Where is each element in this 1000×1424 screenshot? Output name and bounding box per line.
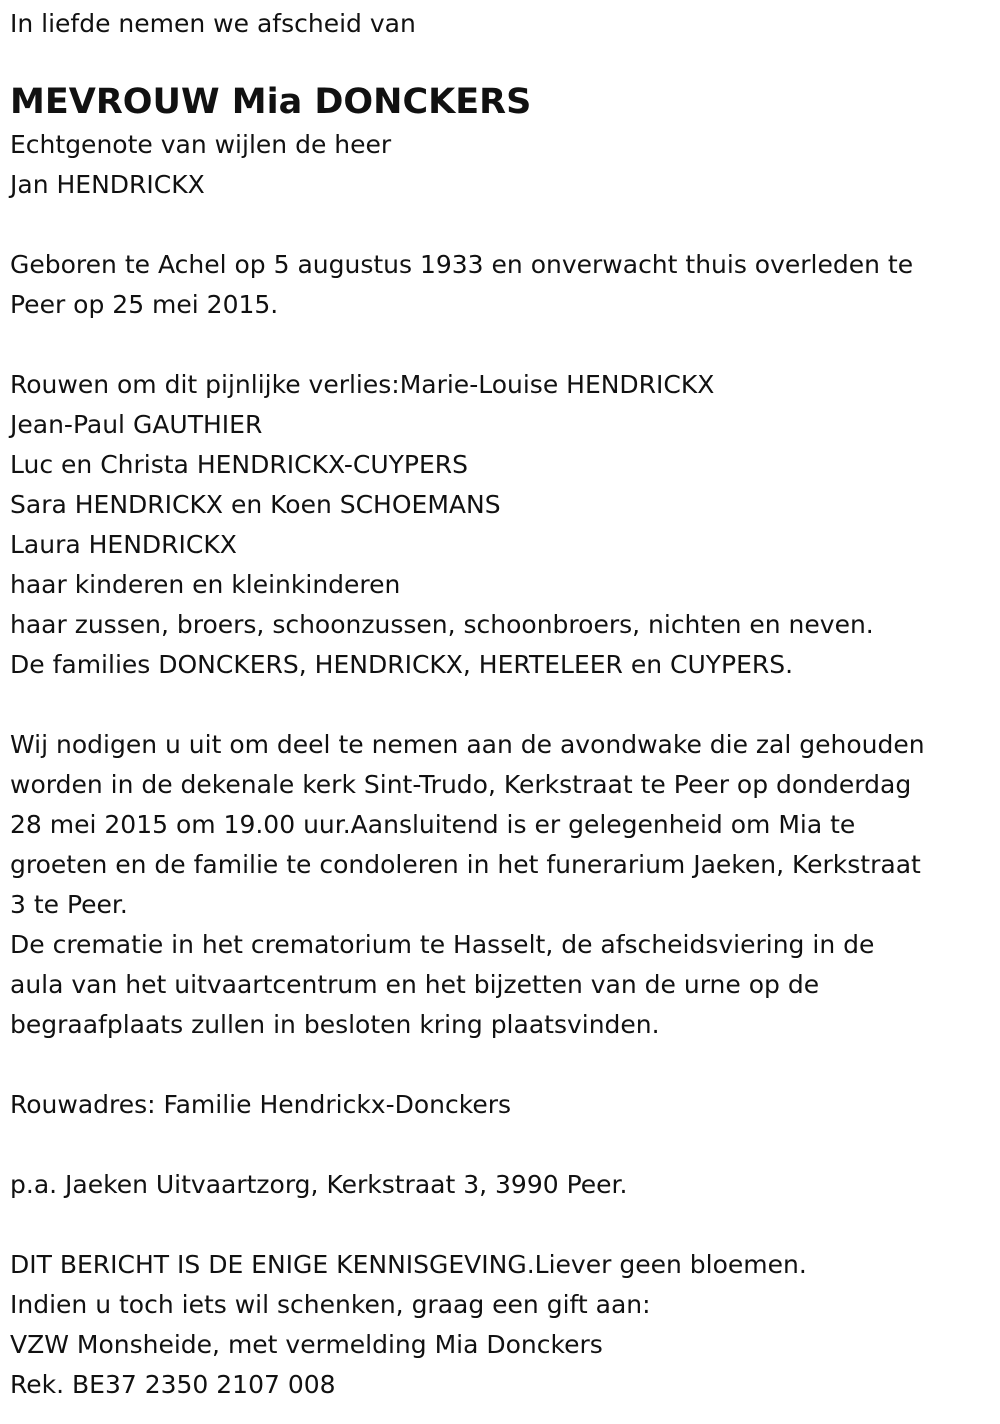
mourning-address: Rouwadres: Familie Hendrickx-Donckers xyxy=(10,1090,512,1119)
birth-death-line: Geboren te Achel op 5 augustus 1933 en onverwacht thuis overleden te xyxy=(10,250,914,279)
mourners-line: De families DONCKERS, HENDRICKX, HERTELEER en CUYPERS. xyxy=(10,650,794,679)
spacer xyxy=(10,1045,990,1085)
ceremony-line: begraafplaats zullen in besloten kring plaatsvinden. xyxy=(10,1010,660,1039)
mourners-line: haar zussen, broers, schoonzussen, schoonbroers, nichten en neven. xyxy=(10,610,874,639)
spacer xyxy=(10,1125,990,1165)
ceremony-line: Wij nodigen u uit om deel te nemen aan de avondwake die zal gehouden xyxy=(10,730,925,759)
mourners-section xyxy=(10,365,990,685)
mourners-line: Jean-Paul GAUTHIER xyxy=(10,410,263,439)
birth-death-line: Peer op 25 mei 2015. xyxy=(10,290,279,319)
ceremony-line: groeten en de familie te condoleren in het funerarium Jaeken, Kerkstraat xyxy=(10,850,921,879)
mourners-line: Luc en Christa HENDRICKX-CUYPERS xyxy=(10,450,468,479)
ceremony-line: De crematie in het crematorium te Hasselt, de afscheidsviering in de xyxy=(10,930,875,959)
deceased-name: MEVROUW Mia DONCKERS xyxy=(10,82,532,122)
intro-text: In liefde nemen we afscheid van xyxy=(10,9,416,38)
mourners-line: Sara HENDRICKX en Koen SCHOEMANS xyxy=(10,490,501,519)
bank-account: Rek. BE37 2350 2107 008 xyxy=(10,1370,336,1399)
notice-line: VZW Monsheide, met vermelding Mia Donckers xyxy=(10,1330,603,1359)
spouse-section xyxy=(10,125,990,205)
spouse-name: Jan HENDRICKX xyxy=(10,170,205,199)
ceremony-line: 28 mei 2015 om 19.00 uur.Aansluitend is er gelegenheid om Mia te xyxy=(10,810,856,839)
spacer xyxy=(10,685,990,725)
notice-line: Indien u toch iets wil schenken, graag een gift aan: xyxy=(10,1290,651,1319)
notice-line: DIT BERICHT IS DE ENIGE KENNISGEVING.Liever geen bloemen. xyxy=(10,1250,807,1279)
spacer xyxy=(10,205,990,245)
care-of-address: p.a. Jaeken Uitvaartzorg, Kerkstraat 3, 3990 Peer. xyxy=(10,1170,628,1199)
ceremony-line: 3 te Peer. xyxy=(10,890,128,919)
spouse-line: Echtgenote van wijlen de heer xyxy=(10,130,392,159)
spacer xyxy=(10,1205,990,1245)
ceremony-section xyxy=(10,725,990,1045)
birth-death-section xyxy=(10,245,990,325)
notice-section xyxy=(10,1245,990,1405)
ceremony-line: aula van het uitvaartcentrum en het bijzetten van de urne op de xyxy=(10,970,820,999)
ceremony-line: worden in de dekenale kerk Sint-Trudo, Kerkstraat te Peer op donderdag xyxy=(10,770,912,799)
mourners-line: Laura HENDRICKX xyxy=(10,530,237,559)
mourners-line: Rouwen om dit pijnlijke verlies:Marie-Louise HENDRICKX xyxy=(10,370,715,399)
spacer xyxy=(10,325,990,365)
mourners-line: haar kinderen en kleinkinderen xyxy=(10,570,401,599)
